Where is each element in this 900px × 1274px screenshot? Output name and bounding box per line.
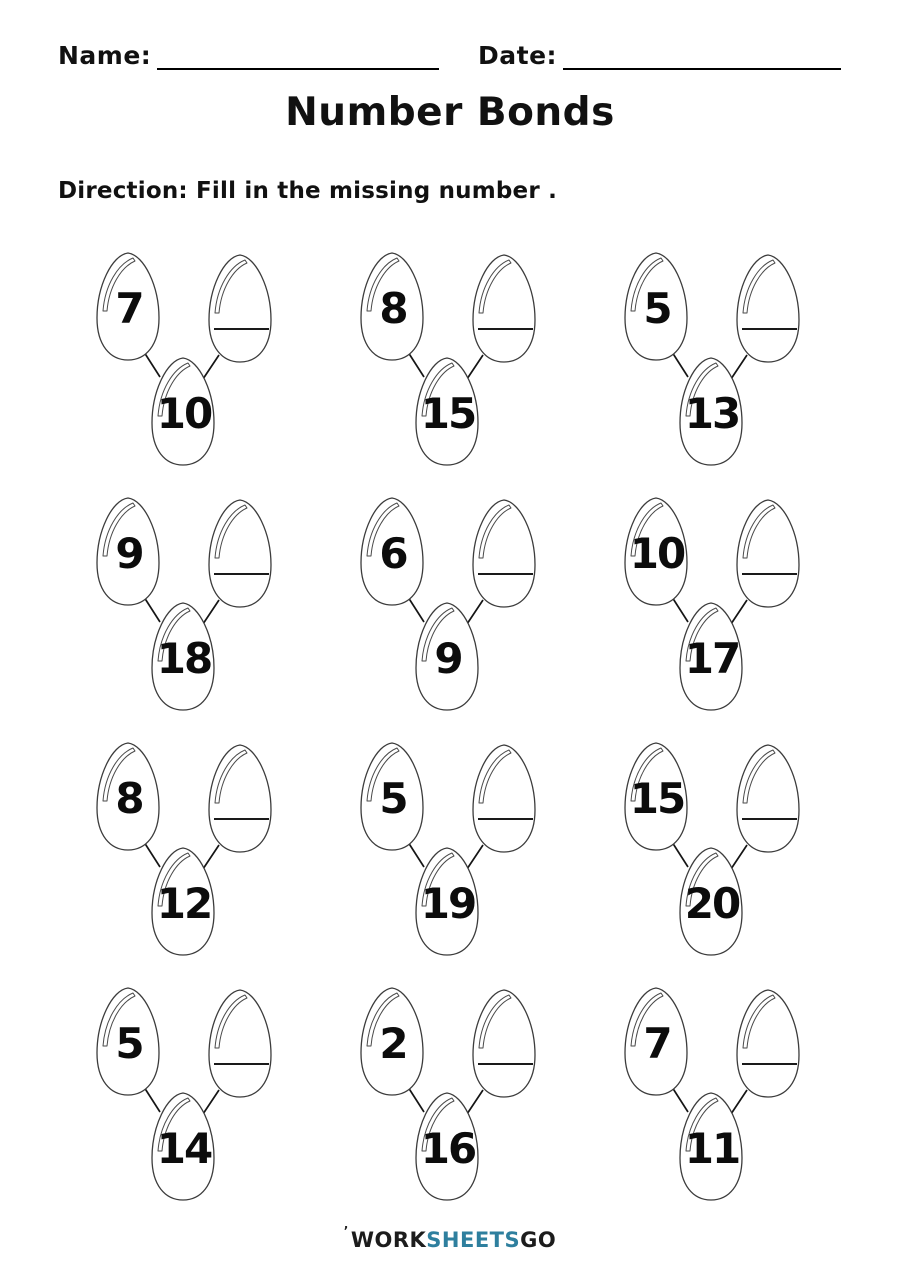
left-addend-number: 5 [643, 284, 671, 333]
right-part-egg [737, 255, 799, 362]
right-part-egg [473, 255, 535, 362]
left-part-egg [97, 743, 159, 850]
number-bond-diagram [357, 740, 541, 960]
right-part-egg [473, 745, 535, 852]
bond-total-number: 20 [684, 879, 740, 928]
number-bond-diagram [93, 740, 277, 960]
left-connector-line [672, 842, 688, 867]
number-bond-diagram [93, 250, 277, 470]
right-connector-line [203, 600, 219, 624]
bond-total-number: 15 [420, 389, 476, 438]
page-title: Number Bonds [285, 90, 615, 135]
left-connector-line [144, 842, 160, 867]
number-bond-diagram [93, 495, 277, 715]
left-connector-line [672, 1087, 688, 1112]
left-part-egg [361, 498, 423, 605]
left-part-egg [97, 988, 159, 1095]
left-part-egg [625, 253, 687, 360]
logo-text-work: WORK [350, 1228, 427, 1252]
total-egg [416, 848, 478, 955]
right-connector-line [203, 1090, 219, 1114]
right-connector-line [203, 355, 219, 379]
direction-text: Direction: Fill in the missing number . [58, 178, 558, 204]
total-egg [152, 848, 214, 955]
left-addend-number: 7 [115, 284, 143, 333]
logo-text-sheets: SHEETS [426, 1228, 521, 1252]
total-egg [680, 603, 742, 710]
footer-logo [0, 1224, 900, 1252]
left-part-egg [625, 498, 687, 605]
left-addend-number: 6 [379, 529, 407, 578]
total-egg [152, 603, 214, 710]
left-connector-line [408, 842, 424, 867]
number-bond-diagram [621, 250, 805, 470]
logo-text-go: GO [520, 1228, 557, 1252]
right-part-egg [737, 990, 799, 1097]
total-egg [416, 603, 478, 710]
bond-total-number: 19 [420, 879, 476, 928]
number-bond-diagram [357, 250, 541, 470]
left-connector-line [144, 352, 160, 377]
bond-total-number: 16 [420, 1124, 476, 1173]
total-egg [416, 1093, 478, 1200]
bond-total-number: 10 [156, 389, 212, 438]
left-connector-line [672, 597, 688, 622]
bonds-grid [93, 250, 885, 1230]
right-connector-line [467, 845, 483, 869]
total-egg [680, 358, 742, 465]
right-connector-line [731, 845, 747, 869]
left-connector-line [144, 1087, 160, 1112]
date-field [478, 40, 841, 70]
number-bond-diagram [621, 740, 805, 960]
left-part-egg [625, 743, 687, 850]
right-part-egg [737, 500, 799, 607]
right-part-egg [209, 255, 271, 362]
left-addend-number: 5 [115, 1019, 143, 1068]
right-connector-line [467, 355, 483, 379]
left-addend-number: 2 [379, 1019, 407, 1068]
bond-total-number: 14 [156, 1124, 212, 1173]
left-addend-number: 10 [629, 529, 685, 578]
right-connector-line [731, 355, 747, 379]
left-part-egg [97, 498, 159, 605]
right-connector-line [731, 1090, 747, 1114]
number-bond-diagram [621, 985, 805, 1205]
total-egg [152, 1093, 214, 1200]
name-label: Name: [58, 41, 152, 70]
left-connector-line [408, 597, 424, 622]
bond-total-number: 11 [684, 1124, 740, 1173]
left-addend-number: 8 [379, 284, 407, 333]
name-field [58, 40, 439, 70]
bond-total-number: 12 [156, 879, 212, 928]
right-part-egg [737, 745, 799, 852]
bond-total-number: 17 [684, 634, 740, 683]
left-connector-line [408, 1087, 424, 1112]
total-egg [680, 1093, 742, 1200]
right-part-egg [473, 500, 535, 607]
right-connector-line [203, 845, 219, 869]
left-part-egg [625, 988, 687, 1095]
right-part-egg [473, 990, 535, 1097]
left-part-egg [361, 988, 423, 1095]
total-egg [416, 358, 478, 465]
date-label: Date: [478, 41, 558, 70]
total-egg [680, 848, 742, 955]
right-part-egg [209, 745, 271, 852]
right-connector-line [467, 600, 483, 624]
left-addend-number: 7 [643, 1019, 671, 1068]
left-part-egg [97, 253, 159, 360]
right-part-egg [209, 990, 271, 1097]
right-connector-line [731, 600, 747, 624]
left-connector-line [144, 597, 160, 622]
left-part-egg [361, 743, 423, 850]
name-blank-line [157, 40, 439, 70]
left-addend-number: 15 [629, 774, 685, 823]
left-connector-line [672, 352, 688, 377]
number-bond-diagram [93, 985, 277, 1205]
date-blank-line [563, 40, 841, 70]
total-egg [152, 358, 214, 465]
right-connector-line [467, 1090, 483, 1114]
logo-tick-mark: ’ [343, 1224, 349, 1238]
bond-total-number: 18 [156, 634, 212, 683]
number-bond-diagram [357, 495, 541, 715]
left-addend-number: 8 [115, 774, 143, 823]
left-connector-line [408, 352, 424, 377]
number-bond-diagram [357, 985, 541, 1205]
right-part-egg [209, 500, 271, 607]
left-addend-number: 5 [379, 774, 407, 823]
number-bond-diagram [621, 495, 805, 715]
left-addend-number: 9 [115, 529, 143, 578]
bond-total-number: 13 [684, 389, 740, 438]
bond-total-number: 9 [434, 634, 462, 683]
left-part-egg [361, 253, 423, 360]
